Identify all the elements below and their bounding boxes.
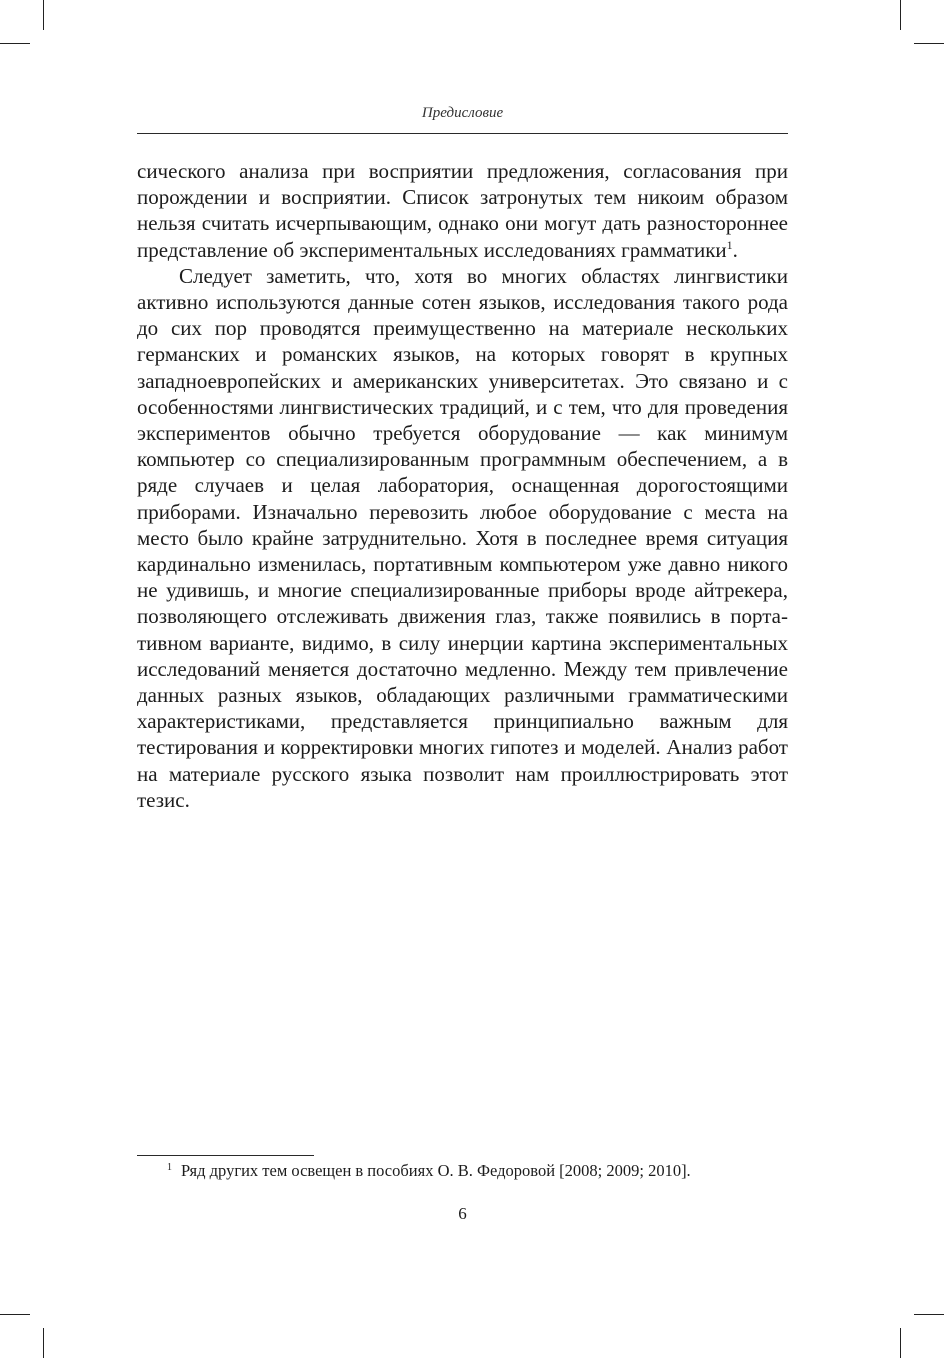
crop-mark-bottom-right (900, 1328, 901, 1358)
footnote-number: 1 (167, 1161, 172, 1173)
crop-mark-top-right-h (914, 43, 944, 44)
footnote-rule (137, 1155, 314, 1156)
footnote (137, 1160, 788, 1182)
running-head: Предисловие (421, 105, 504, 121)
paragraph-1 (137, 158, 788, 263)
crop-mark-bottom-right-h (914, 1314, 944, 1315)
paragraph-1-text: сического анализа при восприятии предложения, согласования при порождении и восприятии. Список затронутых тем никоим образом нельзя считать исчерпывающим, однако они могут дать разностороннее представление об экспериментальных исследованиях грамматики (137, 159, 788, 262)
footnote-text: Ряд других тем освещен в пособиях О. В. Федоровой [2008; 2009; 2010]. (181, 1161, 691, 1180)
crop-mark-bottom-left-h (0, 1314, 30, 1315)
paragraph-1-tail: . (732, 237, 738, 262)
crop-mark-bottom-left (43, 1328, 44, 1358)
footnote-reference[interactable]: 1 (726, 237, 733, 252)
body-text (137, 158, 788, 813)
crop-mark-top-left-h (0, 43, 30, 44)
crop-mark-top-right (900, 0, 901, 30)
paragraph-2: Следует заметить, что, хотя во многих областях лингвистики активно используются данные сотен языков, исследования такого рода до сих пор проводятся преимущественно на материале нескольких германских и романских языков, на которых говорят в крупных западноевропейских и американских университетах. Это связано и с особенностями лингвистических традиций, и с тем, что для проведения экспериментов обычно требуется оборудование — как минимум компьютер со специализированным программным обеспечением, а в ряде случаев и целая лаборатория, оснащенная дорогостоящими приборами. Изначально перевозить любое оборудование с места на место было крайне затруднительно. Хотя в последнее время ситуация кардинально изменилась, портативным компьютером уже давно никого не удивишь, и многие специализированные приборы вроде айтрекера, позволяющего отслеживать движения глаз, также появились в портативном варианте, видимо, в силу инерции картина экспериментальных исследований меняется достаточно медленно. Между тем привлечение данных разных языков, обладающих различными грамматическими характеристиками, представляется принципиально важным для тестирования и корректировки многих гипотез и моделей. Анализ работ на материале русского языка позволит нам проиллюстрировать этот тезис. (137, 263, 788, 812)
crop-mark-top-left (43, 0, 44, 30)
page-number: 6 (458, 1204, 467, 1223)
header-rule (137, 133, 788, 134)
